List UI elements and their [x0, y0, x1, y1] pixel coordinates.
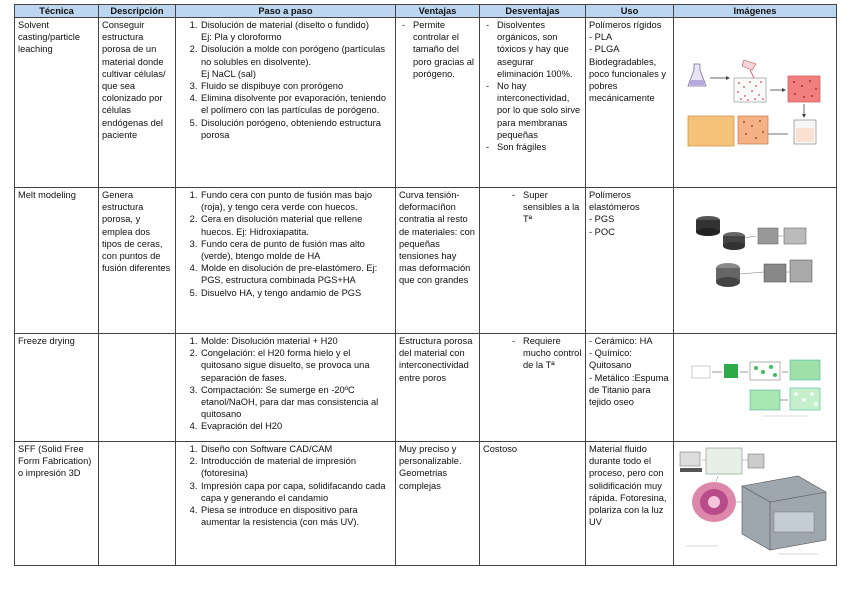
step-item: 5. Disuelvo HA, y tengo andamio de PGS — [200, 287, 392, 299]
step-item: 2. Disolución a molde con porógeno (partículas no solubles en disolvente). Ej NaCL (sal) — [200, 43, 392, 80]
desventajas-cell: Costoso — [480, 442, 586, 566]
tecnica-cell: SFF (Solid Free Form Fabrication) o impresión 3D — [15, 442, 99, 566]
uso-cell: - Cerámico: HA - Químico: Quitosano - Metálico :Espuma de Titanio para tejido oseo — [586, 334, 674, 442]
header-uso: Uso — [586, 5, 674, 18]
descripcion-cell — [99, 442, 176, 566]
step-item: 2. Cera en disolución material que rellene huecos. Ej: Hidroxiapatita. — [200, 213, 392, 237]
desventajas-cell — [480, 18, 586, 188]
header-ventajas: Ventajas — [396, 5, 480, 18]
uso-cell: Polímeros rígidos - PLA - PLGA Biodegradables, poco funcionales y pobres mecánicamente — [586, 18, 674, 188]
ventajas-cell — [396, 18, 480, 188]
ventaja-item: - Permite controlar el tamaño del poro gracias al porógeno. — [413, 19, 476, 80]
tecnica-cell: Solvent casting/particle leaching — [15, 18, 99, 188]
desventaja-item: - No hay interconectividad, por lo que solo sirve para membranas pequeñas — [497, 80, 582, 141]
uso-cell: Material fluido durante todo el proceso, pero con solidificación muy rápida. Fotoresina, polariza con la luz UV — [586, 442, 674, 566]
step-item: 2. Congelación: el H20 forma hielo y el quitosano sigue disuelto, se provoca una separación de fases. — [200, 347, 392, 384]
descripcion-cell — [99, 334, 176, 442]
pasos-cell — [176, 334, 396, 442]
table-row — [15, 442, 837, 566]
header-imagenes: Imágenes — [674, 5, 837, 18]
3d-printing-illustration — [678, 446, 830, 558]
imagen-cell — [674, 334, 837, 442]
step-item: 3. Impresión capa por capa, solidifacando cada capa y generando el candamio — [200, 480, 392, 504]
desventajas-cell — [480, 188, 586, 334]
tecnica-cell: Freeze drying — [15, 334, 99, 442]
pasos-cell — [176, 188, 396, 334]
step-item: 4. Molde en disolución de pre-elastómero. Ej: PGS, estructura combinada PGS+HA — [200, 262, 392, 286]
pasos-cell — [176, 18, 396, 188]
descripcion-cell: Conseguir estructura porosa de un material donde cultivar células/ que sea colonizado por células endógenas del paciente — [99, 18, 176, 188]
step-item: 1. Diseño con Software CAD/CAM — [200, 443, 392, 455]
header-row — [15, 5, 837, 18]
table-row — [15, 188, 837, 334]
table-row — [15, 18, 837, 188]
imagen-cell — [674, 18, 837, 188]
desventajas-cell — [480, 334, 586, 442]
imagen-cell — [674, 442, 837, 566]
step-item: 4. Elimina disolvente por evaporación, teniendo el polímero con las partículas de porógeno. — [200, 92, 392, 116]
step-item: 4. Piesa se introduce en dispositivo para aumentar la resistencia (con más UV). — [200, 504, 392, 528]
uso-cell: Polímeros elastómeros - PGS - POC — [586, 188, 674, 334]
imagen-cell — [674, 188, 837, 334]
step-item: 3. Compactación: Se sumerge en -20ºC etanol/NaOH, para dar mas consistencia al quitosano — [200, 384, 392, 421]
ventajas-cell: Curva tensión-deformacíñon contratia al resto de materiales: con pequeñas tensiones hay mas deformación que con grandes — [396, 188, 480, 334]
ventajas-cell: Muy preciso y personalizable. Geometrias complejas — [396, 442, 480, 566]
step-item: 1. Molde: Disolución material + H20 — [200, 335, 392, 347]
tecnica-cell: Melt modeling — [15, 188, 99, 334]
step-item: 1. Disolución de material (diselto o fundido) Ej: Pla y cloroformo — [200, 19, 392, 43]
header-desventajas: Desventajas — [480, 5, 586, 18]
step-item: 3. Fundo cera de punto de fusión mas alto (verde), btengo molde de HA — [200, 238, 392, 262]
descripcion-cell: Genera estructura porosa, y emplea dos tipos de ceras, con puntos de fusión diferentes — [99, 188, 176, 334]
step-item: 4. Evapración del H20 — [200, 420, 392, 432]
ventajas-cell: Estructura porosa del material con interconectividad entre poros — [396, 334, 480, 442]
step-item: 2. Introducción de material de impresión (fotoresina) — [200, 455, 392, 479]
pasos-cell — [176, 442, 396, 566]
header-tecnica: Técnica — [15, 5, 99, 18]
techniques-table — [14, 4, 837, 566]
header-descripcion: Descripción — [99, 5, 176, 18]
freeze-drying-illustration — [688, 352, 824, 422]
step-item: 1. Fundo cera con punto de fusión mas bajo (roja), y tengo cera verde con huecos. — [200, 189, 392, 213]
desventaja-item: - Son frágiles — [497, 141, 582, 153]
step-item: 5. Disolución porógeno, obteniendo estructura porosa — [200, 117, 392, 141]
desventaja-item: - Super sensibles a la Tª — [523, 189, 582, 226]
desventaja-item: - Disolventes orgánicos, son tóxicos y hay que asegurar eliminación 100%. — [497, 19, 582, 80]
step-item: 3. Fluido se dispibuye con prorógeno — [200, 80, 392, 92]
solvent-casting-illustration — [682, 56, 828, 156]
melt-modeling-illustration — [688, 206, 824, 306]
table-row — [15, 334, 837, 442]
desventaja-item: - Requiere mucho control de la Tª — [523, 335, 582, 372]
header-paso-a-paso: Paso a paso — [176, 5, 396, 18]
